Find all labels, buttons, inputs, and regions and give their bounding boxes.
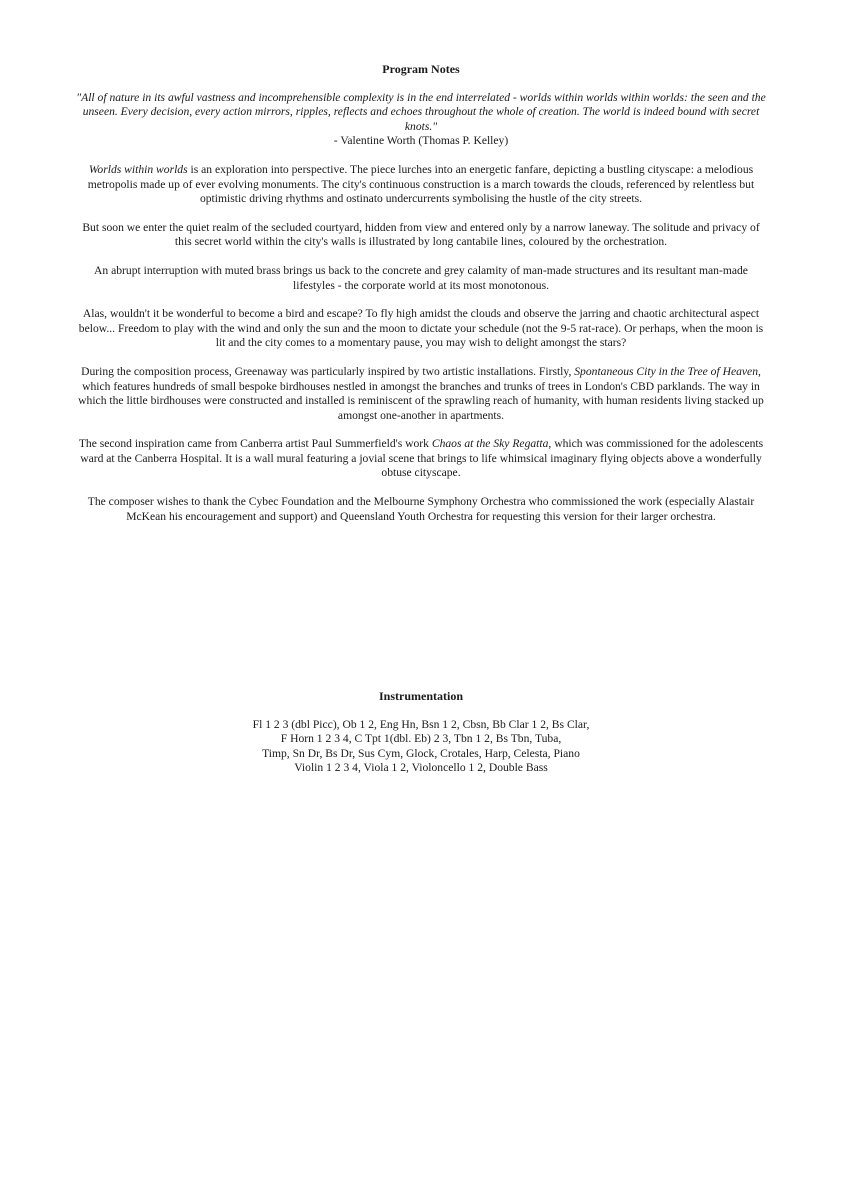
paragraph-text: , which was commissioned for the adolescents ward at the Canberra Hospital. It is a wall mural featuring a jovial scene that brings to life whimsical imaginary flying objects above a wonderfully obtuse cityscape. [80, 437, 764, 480]
program-notes-heading: Program Notes [382, 62, 460, 76]
epigraph-attribution: - Valentine Worth (Thomas P. Kelley) [333, 134, 509, 148]
epigraph-quote: "All of nature in its awful vastness and incomprehensible complexity is in the end interrelated - worlds within worlds within worlds: the seen and the unseen. Every decision, every action mirrors, ripples, reflects and echoes throughout the whole of creation. The world is indeed bound with secret knots." [76, 90, 766, 133]
instrumentation-section [76, 689, 766, 776]
paragraph-courtyard: But soon we enter the quiet realm of the secluded courtyard, hidden from view and entered only by a narrow laneway. The solitude and privacy of this secret world within the city's walls is illustrated by long cantabile lines, coloured by the orchestration. [82, 220, 760, 249]
paragraph-overview [76, 163, 766, 207]
paragraph-text: , which features hundreds of small bespoke birdhouses nestled in amongst the branches and trunks of trees in London's CBD parklands. The way in which the little birdhouses were constructed and installed is reminiscent of the sprawling reach of humanity, with human residents living stacked up amongst one-another in apartments. [78, 364, 764, 422]
program-notes-section [76, 62, 766, 524]
instrumentation-line-woodwinds: Fl 1 2 3 (dbl Picc), Ob 1 2, Eng Hn, Bsn 1 2, Cbsn, Bb Clar 1 2, Bs Clar, [252, 717, 590, 731]
instrumentation-line-brass: F Horn 1 2 3 4, C Tpt 1(dbl. Eb) 2 3, Tbn 1 2, Bs Tbn, Tuba, [280, 732, 562, 746]
instrumentation-heading: Instrumentation [378, 689, 463, 703]
paragraph-interruption: An abrupt interruption with muted brass brings us back to the concrete and grey calamity of man-made structures and its resultant man-made lifestyles - the corporate world at its most monotonous. [94, 263, 748, 292]
paragraph-text: The second inspiration came from Canberra artist Paul Summerfield's work [78, 437, 432, 451]
paragraph-inspiration-two [76, 437, 766, 481]
work-title: Worlds within worlds [88, 162, 188, 176]
instrumentation-list [76, 718, 766, 776]
paragraph-acknowledgements: The composer wishes to thank the Cybec Foundation and the Melbourne Symphony Orchestra who commissioned the work (especially Alastair McKean his encouragement and support) and Queensland Youth Orchestra for requesting this version for their larger orchestra. [87, 495, 755, 523]
paragraph-text: During the composition process, Greenaway was particularly inspired by two artistic installations. Firstly, [81, 364, 575, 378]
paragraph-inspiration-one [76, 365, 766, 423]
mural-title: Chaos at the Sky Regatta [431, 437, 549, 451]
installation-title: Spontaneous City in the Tree of Heaven [574, 364, 759, 378]
paragraph-bird: Alas, wouldn't it be wonderful to become a bird and escape? To fly high amidst the clouds and observe the jarring and chaotic architectural aspect below... Freedom to play with the wind and only the sun and the moon to dictate your schedule (not the 9-5 rat-race). Or perhaps, when the moon is lit and the city comes to a momentary pause, you may wish to delight amongst the stars? [78, 307, 764, 350]
instrumentation-line-strings: Violin 1 2 3 4, Viola 1 2, Violoncello 1 2, Double Bass [294, 761, 548, 775]
paragraph-text: is an exploration into perspective. The piece lurches into an energetic fanfare, depicting a bustling cityscape: a melodious metropolis made up of ever evolving monuments. The city's continuous construction is a march towards the clouds, referenced by relentless but optimistic driving rhythms and ostinato undercurrents symbolising the hustle of the city streets. [87, 162, 755, 206]
instrumentation-line-percussion: Timp, Sn Dr, Bs Dr, Sus Cym, Glock, Crotales, Harp, Celesta, Piano [262, 746, 580, 760]
